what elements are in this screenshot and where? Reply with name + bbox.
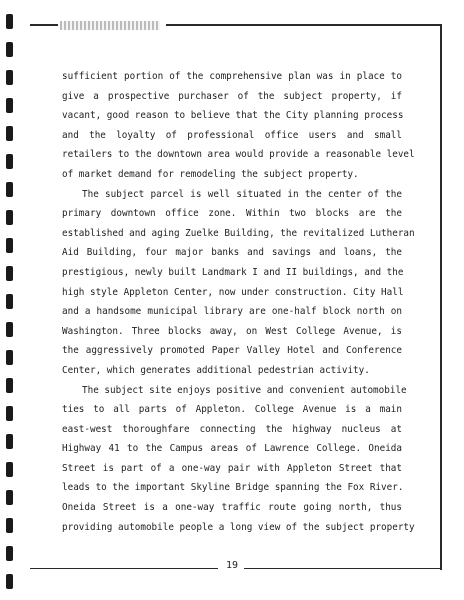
binder-hole [6, 182, 13, 197]
text-line: give a prospective purchaser of the subject property, if [62, 90, 402, 102]
header-label [58, 17, 166, 33]
binder-hole [6, 322, 13, 337]
text-line: providing automobile people a long view of the subject property [62, 521, 415, 533]
binder-hole [6, 210, 13, 225]
binder-hole [6, 154, 13, 169]
text-line: high style Appleton Center, now under construction. City Hall [62, 286, 404, 298]
text-line: and a handsome municipal library are one-half block north on [62, 306, 402, 318]
binder-hole [6, 378, 13, 393]
binder-hole [6, 266, 13, 281]
text-line: Oneida Street is a one-way traffic route going north, thus [62, 502, 402, 514]
binder-hole [6, 518, 13, 533]
binder-hole [6, 406, 13, 421]
binder-hole [6, 294, 13, 309]
binder-hole [6, 42, 13, 57]
binder-hole [6, 490, 13, 505]
text-line: sufficient portion of the comprehensive plan was in place to [62, 71, 402, 82]
binder-hole [6, 462, 13, 477]
binder-hole [6, 434, 13, 449]
header-smudge [60, 21, 160, 30]
text-line: of market demand for remodeling the subject property. [62, 168, 359, 180]
text-line: vacant, good reason to believe that the City planning process [62, 110, 404, 122]
text-line: The subject site enjoys positive and convenient automobile [82, 384, 407, 396]
binder-hole [6, 14, 13, 29]
page-frame-bottom-right [244, 568, 442, 569]
binder-punch-strip [6, 14, 14, 594]
text-line: established and aging Zuelke Building, the revitalized Lutheran [62, 227, 415, 239]
text-line: leads to the important Skyline Bridge spanning the Fox River. [62, 482, 404, 494]
binder-hole [6, 98, 13, 113]
binder-hole [6, 238, 13, 253]
binder-hole [6, 350, 13, 365]
page-frame-right [440, 24, 442, 570]
text-line: and the loyalty of professional office users and small [62, 129, 402, 141]
page-number: 19 [225, 560, 239, 571]
text-line: primary downtown office zone. Within two blocks are the [62, 208, 402, 220]
binder-hole [6, 574, 13, 589]
text-line: Highway 41 to the Campus areas of Lawrence College. Oneida [62, 443, 402, 455]
text-line: east-west thoroughfare connecting the highway nucleus at [62, 423, 402, 435]
text-line: ties to all parts of Appleton. College Avenue is a main [62, 404, 402, 416]
text-line: retailers to the downtown area would provide a reasonable level [62, 149, 415, 161]
text-line: Street is part of a one-way pair with Appleton Street that [62, 462, 402, 474]
page-frame-bottom-left [30, 568, 218, 569]
binder-hole [6, 70, 13, 85]
text-line: Washington. Three blocks away, on West College Avenue, is [62, 325, 402, 337]
text-line: prestigious, newly built Landmark I and II buildings, and the [62, 266, 404, 278]
text-line: the aggressively promoted Paper Valley Hotel and Conference [62, 345, 402, 357]
text-line: The subject parcel is well situated in the center of the [82, 188, 402, 200]
document-body [62, 67, 415, 537]
text-line: Aid Building, four major banks and savings and loans, the [62, 247, 402, 259]
text-line: Center, which generates additional pedestrian activity. [62, 364, 370, 376]
binder-hole [6, 126, 13, 141]
binder-hole [6, 546, 13, 561]
